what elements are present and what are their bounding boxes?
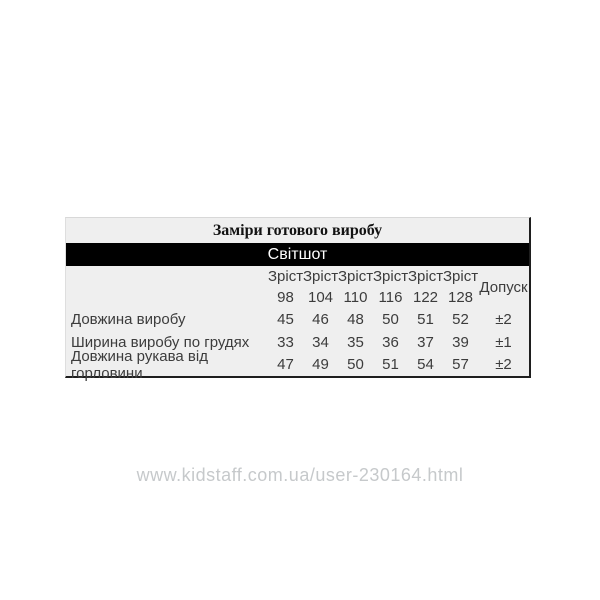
size-value: 98 [277, 289, 294, 306]
cell-value: 50 [347, 356, 364, 373]
size-value: 104 [307, 289, 334, 306]
cell-value: 54 [417, 356, 434, 373]
row-label: Довжина виробу [71, 311, 186, 328]
row-label: Ширина виробу по грудях [71, 333, 250, 351]
cell-value: 33 [277, 333, 294, 351]
cell-value: 49 [312, 356, 329, 373]
cell-value: 47 [277, 356, 294, 373]
measurements-table [65, 217, 531, 382]
table-header-row [66, 266, 529, 308]
cell-tolerance: ±1 [495, 333, 512, 351]
tolerance-header-cell [478, 266, 529, 308]
size-value: 128 [447, 289, 474, 306]
cell-tolerance: ±2 [495, 356, 512, 373]
size-header-label: Зріст [338, 268, 374, 285]
cell-value: 45 [277, 311, 294, 328]
watermark-url: www.kidstaff.com.ua/user-230164.html [136, 465, 464, 485]
size-header-label: Зріст [443, 268, 479, 285]
size-value: 116 [378, 289, 403, 306]
table-row [66, 308, 529, 331]
cell-value: 57 [452, 356, 469, 373]
size-header-cell [268, 266, 303, 308]
size-header-cell [303, 266, 338, 308]
table-title: Заміри готового виробу [212, 221, 383, 239]
table-row [66, 347, 529, 382]
cell-value: 36 [382, 333, 399, 351]
cell-value: 51 [382, 356, 399, 373]
cell-value: 34 [312, 333, 329, 351]
cell-value: 37 [417, 333, 434, 351]
size-value: 110 [343, 289, 368, 306]
product-name: Світшот [267, 245, 328, 263]
size-value: 122 [412, 289, 439, 306]
cell-tolerance: ±2 [495, 311, 512, 328]
size-header-cell [443, 266, 478, 308]
size-header-cell [408, 266, 443, 308]
cell-value: 39 [452, 333, 469, 351]
row-label: Довжина рукава від горловини [71, 347, 208, 382]
cell-value: 52 [452, 311, 469, 328]
size-header-cell [373, 266, 408, 308]
size-header-label: Зріст [303, 268, 339, 285]
size-header-label: Зріст [268, 268, 304, 285]
cell-value: 50 [382, 311, 399, 328]
cell-value: 46 [312, 311, 329, 328]
tolerance-header-label: Допуск [479, 278, 528, 296]
cell-value: 48 [347, 311, 364, 328]
product-name-band [66, 243, 529, 266]
size-header-label: Зріст [408, 268, 444, 285]
size-header-label: Зріст [373, 268, 409, 285]
cell-value: 51 [417, 311, 434, 328]
header-spacer-cell [66, 266, 268, 308]
cell-value: 35 [347, 333, 364, 351]
size-header-cell [338, 266, 373, 308]
